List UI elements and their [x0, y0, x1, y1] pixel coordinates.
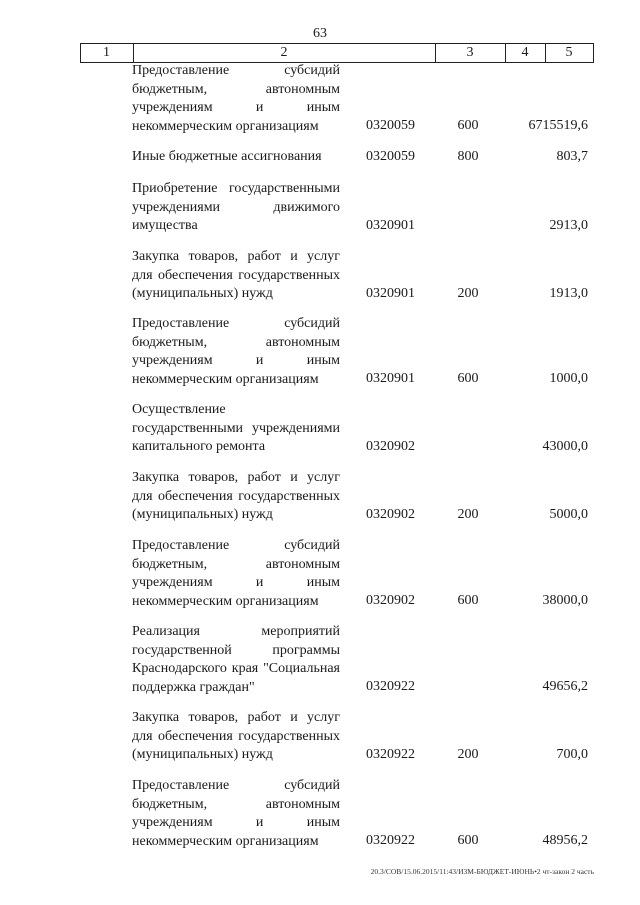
row-code: 0320922: [366, 833, 415, 848]
row-description: Иные бюджетные ассигнования: [132, 149, 322, 164]
row-description: Закупка товаров, работ и услуг для обеспечения государственных (муниципальных) нужд: [132, 710, 340, 763]
row-code: 0320922: [366, 679, 415, 694]
header-divider: [593, 44, 594, 62]
row-description: Реализация мероприятий государственной программы Краснодарского края "Социальная поддержка граждан": [132, 624, 340, 695]
row-expense-type: 200: [457, 507, 479, 522]
row-code: 0320902: [366, 593, 415, 608]
row-expense-type: 600: [457, 833, 479, 848]
row-description: Закупка товаров, работ и услуг для обеспечения государственных (муниципальных) нужд: [132, 470, 340, 523]
row-code: 0320059: [366, 149, 415, 164]
row-description: Приобретение государственными учреждениями движимого имущества: [132, 181, 340, 234]
row-expense-type: 600: [457, 118, 479, 133]
row-expense-type: 200: [457, 286, 479, 301]
row-amount: 43000,0: [542, 439, 588, 454]
row-expense-type: 200: [457, 747, 479, 762]
row-code: 0320902: [366, 439, 415, 454]
row-amount: 6715519,6: [528, 118, 588, 133]
header-col-1: 1: [103, 45, 110, 60]
row-code: 0320922: [366, 747, 415, 762]
row-description: Предоставление субсидий бюджетным, автономным учреждениям и иным некоммерческим организациям: [132, 316, 340, 387]
document-footer-stamp: 20.3/СОВ/15.06.2015/11:43/ИЗМ-БЮДЖЕТ-ИЮНЬ•2 чт-закон 2 часть: [370, 867, 594, 876]
row-code: 0320059: [366, 118, 415, 133]
table-header: [80, 43, 594, 63]
row-expense-type: 600: [457, 371, 479, 386]
row-description: Предоставление субсидий бюджетным, автономным учреждениям и иным некоммерческим организациям: [132, 538, 340, 609]
row-amount: 1913,0: [549, 286, 588, 301]
row-code: 0320901: [366, 371, 415, 386]
header-col-2: 2: [280, 45, 288, 60]
page-number: 63: [313, 26, 327, 41]
row-amount: 700,0: [556, 747, 588, 762]
row-description: Осуществление государственными учреждениями капитального ремонта: [132, 402, 340, 455]
row-code: 0320901: [366, 218, 415, 233]
row-expense-type: 600: [457, 593, 479, 608]
row-amount: 49656,2: [542, 679, 588, 694]
header-divider: [80, 44, 81, 62]
header-col-4: 4: [521, 45, 529, 60]
row-amount: 1000,0: [549, 371, 588, 386]
row-description: Предоставление субсидий бюджетным, автономным учреждениям и иным некоммерческим организациям: [132, 778, 340, 849]
row-amount: 803,7: [556, 149, 588, 164]
row-amount: 38000,0: [542, 593, 588, 608]
row-description: Предоставление субсидий бюджетным, автономным учреждениям и иным некоммерческим организациям: [132, 63, 340, 134]
row-code: 0320901: [366, 286, 415, 301]
row-description: Закупка товаров, работ и услуг для обеспечения государственных (муниципальных) нужд: [132, 249, 340, 302]
row-amount: 48956,2: [542, 833, 588, 848]
header-col-5: 5: [565, 45, 573, 60]
row-expense-type: 800: [457, 149, 479, 164]
row-code: 0320902: [366, 507, 415, 522]
header-col-3: 3: [466, 45, 474, 60]
row-amount: 2913,0: [549, 218, 588, 233]
row-amount: 5000,0: [549, 507, 588, 522]
